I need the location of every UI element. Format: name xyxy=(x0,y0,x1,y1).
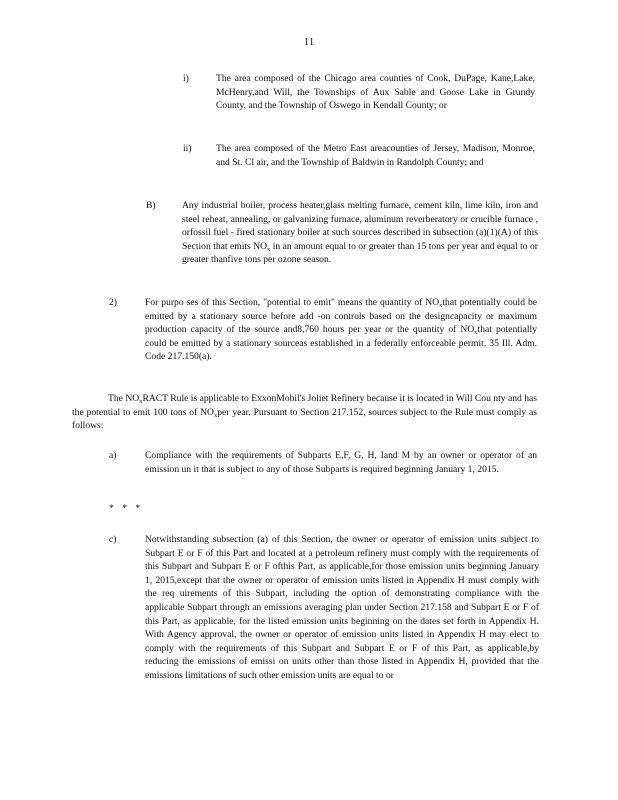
nox-subscript: x xyxy=(439,302,443,309)
page-number: 11 xyxy=(303,36,315,48)
item-text: The area composed of the Chicago area counties of Cook, DuPage, Kane,Lake, McHenry,and Will, the Townships of Aux Sable and Goose Lake in Grundy County, and the Township of Oswego in Kendall County; or xyxy=(216,73,535,112)
item-label: B) xyxy=(146,200,156,211)
intro-paragraph: The $NO_xRACT$ Rule is applicable to ExxonMobil's Joliet Refinery because it is located in Will Cou nty and has the potential to emit 100 tons of $NO_xper$ year. Pursuant to Section 217.152, sources subject to the Rule must comply as follows: xyxy=(72,393,538,432)
nox-subscript: x xyxy=(267,245,271,253)
item-label: i) xyxy=(183,73,189,84)
nox-subscript: x xyxy=(474,329,478,337)
item-label: 2) xyxy=(109,297,117,308)
nox-subscript: x xyxy=(214,411,218,419)
item-text: Notwithstanding subsection (a) of this Section, the owner or operator of emission units subject to Subpart E or F of this Part and located at a petroleum refinery must comply with the requirements of this Subpart and Subpart E or F ofthis Part, as applicable,for those emission units beginning January 1, 2015,except that the owner or operator of emission units listed in Appendix H must comply with the req uirements of this Subpart, including the option of demonstrating compliance with the applicable Subpart through an emissions averaging plan under Section 217.158 and Subpart E or F of this Part, as applicable, for the listed emission units beginning on the dates set forth in Appendix H. With Agency approval, the owner or operator of emission units listed in Appendix H may elect to comply with the requirements of this Subpart and Subpart E or F of this Part, as applicable,by reducing the emissions of emissi on units other than those listed in Appendix H, provided that the emissions limitations of such other emission units are equal to or xyxy=(145,534,539,681)
omission-marker: * * * xyxy=(109,503,144,514)
item-text: Any industrial boiler, process heater,glass melting furnace, cement kiln, lime kiln, iron and steel reheat, annealing, or galvanizing furnace, aluminum reverberatory or crucible furnace , orfossil fuel - fired stationary boiler at such sources described in subsection (a)(1)(A) of this Section that emits $NO_x$ in an amount equal to or greater than 15 tons per year and equal to or greater thanfive tons per ozone season. xyxy=(182,200,539,266)
item-label: ii) xyxy=(183,143,192,154)
item-text: The area composed of the Metro East areacounties of Jersey, Madison, Monroe, and St. Cl air, and the Township of Baldwin in Randolph County; and xyxy=(216,143,535,168)
item-text: Compliance with the requirements of Subparts E,F, G, H, Iand M by an owner or operator of an emission un it that is subject to any of those Subparts is required beginning January 1, 2015. xyxy=(145,450,537,475)
item-text: For purpo ses of this Section, "potential to emit" means the quantity of $NO_xthat$ potentially could be emitted by a stationary source before add -on controls based on the designcapacity or maximum production capacity of the source and8,760 hours per year or the quantity of $NO_xthat$ potentially could be emitted by a stationary sourceas established in a federally enforceable permit. 35 Ill. Adm. Code 217.150(a). xyxy=(145,297,538,363)
item-label: c) xyxy=(109,534,117,545)
nox-subscript: x xyxy=(139,398,143,405)
item-label: a) xyxy=(109,450,117,461)
